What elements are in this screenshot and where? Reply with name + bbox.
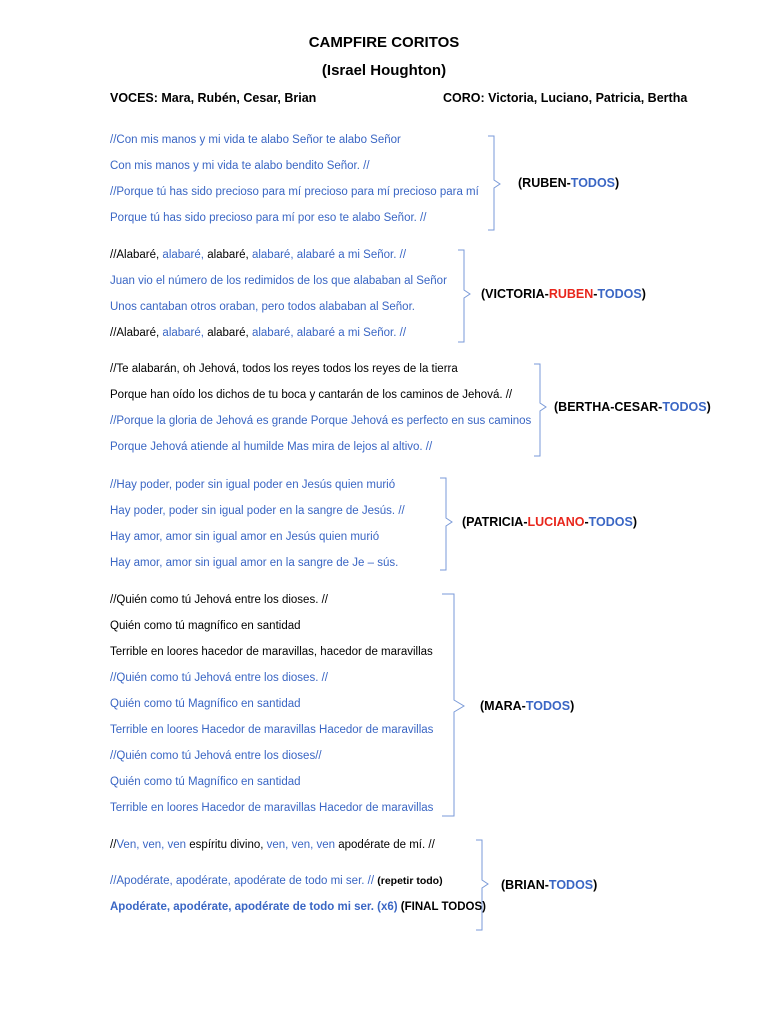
label-run: TODOS xyxy=(662,400,707,414)
text-run: //Con mis manos y mi vida te alabo Señor te alabo Señor xyxy=(110,134,401,146)
label-run: ) xyxy=(615,176,620,190)
text-run: Terrible en loores Hacedor de maravillas Hacedor de maravillas xyxy=(110,724,434,736)
text-run: //Hay poder, poder sin igual poder en Jesús quien murió xyxy=(110,479,396,491)
text-run: Porque tú has sido precioso para mí por eso te alabo Señor. // xyxy=(110,212,427,224)
text-run: //Quién como tú Jehová entre los dioses. // xyxy=(110,594,328,606)
label-run: ) xyxy=(632,515,638,529)
label-run: - xyxy=(593,287,598,301)
text-run: //Porque tú has sido precioso para mí precioso para mí precioso para mí xyxy=(110,186,479,198)
label-run: TODOS xyxy=(588,515,633,529)
text-run: (repetir todo) xyxy=(377,875,443,887)
text-run: //Quién como tú Jehová entre los dioses// xyxy=(110,750,322,762)
coro-line: CORO: Victoria, Luciano, Patricia, Bertha xyxy=(443,91,688,105)
text-run: apodérate de mí. // xyxy=(338,839,435,851)
label-run: ) xyxy=(641,287,646,301)
text-run: Quién como tú magnífico en santidad xyxy=(110,620,301,632)
voces-line: VOCES: Mara, Rubén, Cesar, Brian xyxy=(110,91,317,105)
label-run: ) xyxy=(570,699,575,713)
text-run: // xyxy=(110,839,117,851)
document-title: CAMPFIRE CORITOS xyxy=(308,34,460,51)
text-run: alabaré, alabaré a mi Señor. // xyxy=(251,249,407,261)
label-run: TODOS xyxy=(570,176,616,190)
text-run: Ven, ven, ven xyxy=(116,839,190,851)
text-run: (FINAL TODOS) xyxy=(400,901,486,913)
text-run: alabaré, xyxy=(207,249,252,261)
text-run: //Quién como tú Jehová entre los dioses. // xyxy=(110,672,328,684)
text-run: Quién como tú Magnífico en santidad xyxy=(110,776,301,788)
text-run: Con mis manos y mi vida te alabo bendito Señor. // xyxy=(110,160,370,172)
text-run: //Alabaré, xyxy=(110,249,163,261)
text-run: Terrible en loores Hacedor de maravillas Hacedor de maravillas xyxy=(110,802,434,814)
label-run: (BERTHA-CESAR- xyxy=(554,400,663,414)
label-run: (BRIAN- xyxy=(501,878,549,892)
text-run: Terrible en loores hacedor de maravillas, hacedor de maravillas xyxy=(110,646,433,658)
text-run: Quién como tú Magnífico en santidad xyxy=(110,698,301,710)
label-run: TODOS xyxy=(597,287,642,301)
text-run: Hay amor, amor sin igual amor en la sangre de Je – sús. xyxy=(110,557,399,569)
text-run: Porque han oído los dichos de tu boca y cantarán de los caminos de Jehová. // xyxy=(110,389,513,401)
text-run: Juan vio el número de los redimidos de los que alababan al Señor xyxy=(110,275,447,287)
label-run: (MARA- xyxy=(480,699,526,713)
document-subtitle: (Israel Houghton) xyxy=(321,62,447,79)
text-run: Hay amor, amor sin igual amor en Jesús quien murió xyxy=(110,531,380,543)
text-run: Unos cantaban otros oraban, pero todos alababan al Señor. xyxy=(110,301,415,313)
text-run: alabaré, xyxy=(162,327,208,339)
text-run: alabaré, alabaré a mi Señor. // xyxy=(251,327,407,339)
label-run: (RUBEN- xyxy=(518,176,571,190)
text-run: Apodérate, apodérate, apodérate de todo mi ser. (x6) xyxy=(110,901,401,913)
label-run: (VICTORIA- xyxy=(481,287,549,301)
label-run: (PATRICIA- xyxy=(462,515,528,529)
text-run: //Apodérate, apodérate, apodérate de todo mi ser. // xyxy=(110,875,378,887)
label-run: ) xyxy=(593,878,598,892)
text-run: Porque Jehová atiende al humilde Mas mira de lejos al altivo. // xyxy=(110,441,433,453)
text-run: ven, ven, ven xyxy=(266,839,339,851)
label-run: LUCIANO xyxy=(527,515,585,529)
label-run: TODOS xyxy=(548,878,594,892)
text-run: alabaré, xyxy=(207,327,252,339)
text-run: //Alabaré, xyxy=(110,327,163,339)
text-run: //Porque la gloria de Jehová es grande Porque Jehová es perfecto en sus caminos xyxy=(110,415,532,427)
text-run: alabaré, xyxy=(162,249,208,261)
text-run: espíritu divino, xyxy=(189,839,267,851)
label-run: ) xyxy=(706,400,711,414)
text-run: Hay poder, poder sin igual poder en la sangre de Jesús. // xyxy=(110,505,405,517)
label-run: RUBEN xyxy=(548,287,594,301)
singer-label-section-6 xyxy=(501,878,597,892)
label-run: TODOS xyxy=(525,699,571,713)
text-run: //Te alabarán, oh Jehová, todos los reyes todos los reyes de la tierra xyxy=(110,363,458,375)
label-run: - xyxy=(584,515,589,529)
